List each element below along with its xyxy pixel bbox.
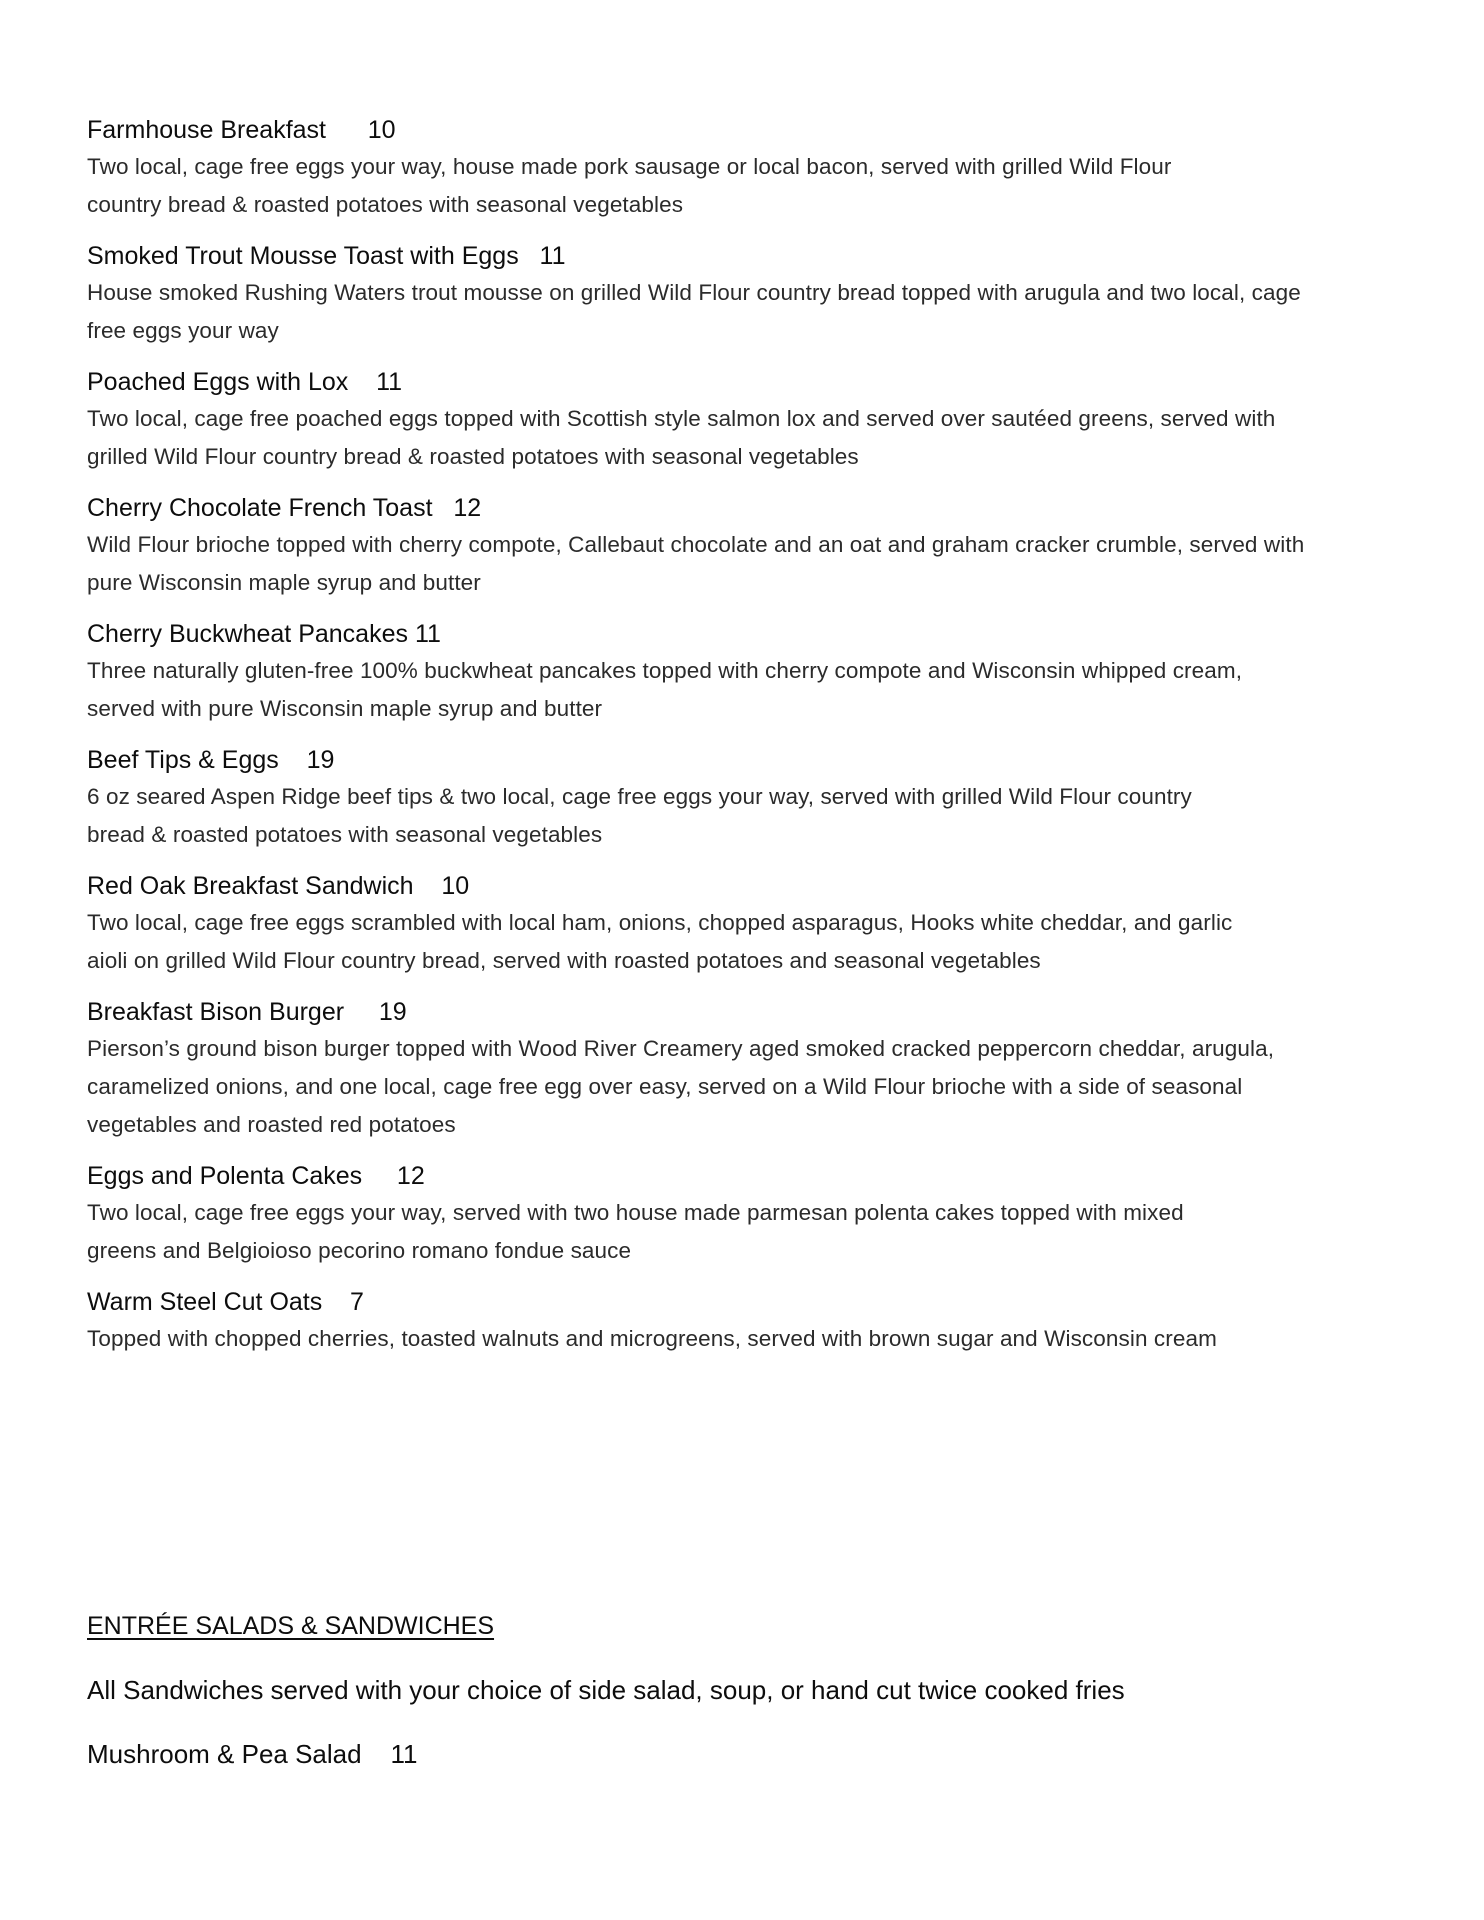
- menu-item-gap: [279, 746, 307, 774]
- menu-item-price: 10: [367, 116, 396, 144]
- menu-item-name: Eggs and Polenta Cakes: [87, 1162, 363, 1190]
- menu-item-gap: [344, 998, 379, 1026]
- menu-item-description-line: Two local, cage free eggs your way, served with two house made parmesan polenta cakes topped with mixed: [87, 1200, 1184, 1225]
- menu-item: [87, 364, 1407, 476]
- menu-item-gap: [408, 620, 415, 648]
- menu-item-price: 11: [539, 242, 566, 270]
- menu-item-description-line: Topped with chopped cherries, toasted walnuts and microgreens, served with brown sugar and Wisconsin cream: [87, 1326, 1217, 1351]
- menu-item-gap: [326, 116, 368, 144]
- menu-item-description: [87, 400, 1407, 476]
- menu-item: [87, 742, 1407, 854]
- menu-item: [87, 112, 1407, 224]
- menu-item-description-line: grilled Wild Flour country bread & roasted potatoes with seasonal vegetables: [87, 444, 859, 469]
- breakfast-menu: [87, 112, 1407, 1372]
- menu-item-description-line: Three naturally gluten-free 100% buckwheat pancakes topped with cherry compote and Wisconsin whipped cream,: [87, 658, 1243, 683]
- menu-item-description-line: 6 oz seared Aspen Ridge beef tips & two local, cage free eggs your way, served with grilled Wild Flour country: [87, 784, 1192, 809]
- menu-item-price: 11: [376, 368, 403, 396]
- menu-item-description-line: Pierson’s ground bison burger topped with Wood River Creamery aged smoked cracked peppercorn cheddar, arugula,: [87, 1036, 1275, 1061]
- menu-item-price: 11: [390, 1739, 418, 1769]
- menu-item-description: [87, 1030, 1407, 1144]
- menu-item-name: Poached Eggs with Lox: [87, 368, 349, 396]
- menu-item-heading: [87, 364, 1407, 400]
- menu-item-description-line: Two local, cage free eggs scrambled with local ham, onions, chopped asparagus, Hooks white cheddar, and garlic: [87, 910, 1233, 935]
- menu-item-heading: [87, 112, 1407, 148]
- menu-item-description-line: vegetables and roasted red potatoes: [87, 1112, 456, 1137]
- menu-item-name: Mushroom & Pea Salad: [87, 1739, 362, 1769]
- menu-item: [87, 1158, 1407, 1270]
- menu-item-description-line: Two local, cage free poached eggs topped with Scottish style salmon lox and served over sautéed greens, served with: [87, 406, 1276, 431]
- menu-item-heading: [87, 868, 1407, 904]
- menu-item-heading: [87, 1284, 1407, 1320]
- menu-item-description: [87, 526, 1407, 602]
- menu-item-description: [87, 778, 1407, 854]
- menu-item-description-line: aioli on grilled Wild Flour country bread, served with roasted potatoes and seasonal vegetables: [87, 948, 1041, 973]
- menu-item: [87, 238, 1407, 350]
- menu-item-description: [87, 652, 1407, 728]
- menu-item-heading: [87, 616, 1407, 652]
- menu-item: [87, 490, 1407, 602]
- menu-item-price: 12: [453, 494, 482, 522]
- section-title: ENTRÉE SALADS & SANDWICHES: [87, 1612, 495, 1640]
- menu-item-description: [87, 1194, 1407, 1270]
- entree-salads-sandwiches-section: [87, 1608, 1407, 1772]
- menu-item-price: 7: [350, 1288, 364, 1316]
- menu-item: [87, 868, 1407, 980]
- menu-item-description: [87, 274, 1407, 350]
- menu-item-heading: [87, 238, 1407, 274]
- menu-item-price: 10: [441, 872, 470, 900]
- menu-item-description: [87, 148, 1407, 224]
- menu-item-name: Beef Tips & Eggs: [87, 746, 279, 774]
- menu-item-description: [87, 1320, 1407, 1358]
- menu-item-heading: [87, 490, 1407, 526]
- menu-item-name: Cherry Buckwheat Pancakes: [87, 620, 408, 648]
- menu-item-name: Warm Steel Cut Oats: [87, 1288, 323, 1316]
- menu-item-price: 12: [396, 1162, 425, 1190]
- menu-item-price: 19: [306, 746, 335, 774]
- menu-item-description: [87, 904, 1407, 980]
- menu-item-price: 19: [378, 998, 407, 1026]
- menu-item-name: Red Oak Breakfast Sandwich: [87, 872, 414, 900]
- section-note: All Sandwiches served with your choice of side salad, soup, or hand cut twice cooked fries: [87, 1675, 1125, 1705]
- menu-item-gap: [322, 1288, 350, 1316]
- menu-item-name: Farmhouse Breakfast: [87, 116, 326, 144]
- menu-item-description-line: free eggs your way: [87, 318, 279, 343]
- menu-item-gap: [362, 1162, 397, 1190]
- menu-item-description-line: Two local, cage free eggs your way, house made pork sausage or local bacon, served with grilled Wild Flour: [87, 154, 1172, 179]
- menu-item-heading: [87, 994, 1407, 1030]
- menu-item-description-line: caramelized onions, and one local, cage free egg over easy, served on a Wild Flour brioche with a side of seasonal: [87, 1074, 1243, 1099]
- menu-item: [87, 616, 1407, 728]
- menu-item-gap: [433, 494, 454, 522]
- menu-item-name: Smoked Trout Mousse Toast with Eggs: [87, 242, 519, 270]
- menu-item: [87, 1284, 1407, 1358]
- menu-item-description-line: greens and Belgioioso pecorino romano fondue sauce: [87, 1238, 632, 1263]
- menu-item-description-line: pure Wisconsin maple syrup and butter: [87, 570, 481, 595]
- menu-item-name: Breakfast Bison Burger: [87, 998, 345, 1026]
- menu-item-gap: [348, 368, 376, 396]
- menu-item-gap: [414, 872, 442, 900]
- menu-item-description-line: served with pure Wisconsin maple syrup and butter: [87, 696, 603, 721]
- menu-item-price: 11: [414, 620, 441, 648]
- menu-item-name: Cherry Chocolate French Toast: [87, 494, 433, 522]
- menu-item: [87, 994, 1407, 1144]
- menu-item-heading: [87, 1158, 1407, 1194]
- menu-item-description-line: bread & roasted potatoes with seasonal vegetables: [87, 822, 603, 847]
- menu-item-heading: [87, 742, 1407, 778]
- menu-item-heading: [87, 1736, 1407, 1772]
- menu-item-description-line: House smoked Rushing Waters trout mousse on grilled Wild Flour country bread topped with arugula and two local, cage: [87, 280, 1301, 305]
- menu-item-description-line: Wild Flour brioche topped with cherry compote, Callebaut chocolate and an oat and graham cracker crumble, served with: [87, 532, 1305, 557]
- menu-item-gap: [362, 1739, 391, 1769]
- menu-item-gap: [519, 242, 540, 270]
- menu-item-description-line: country bread & roasted potatoes with seasonal vegetables: [87, 192, 684, 217]
- menu-items-list: [87, 112, 1407, 1358]
